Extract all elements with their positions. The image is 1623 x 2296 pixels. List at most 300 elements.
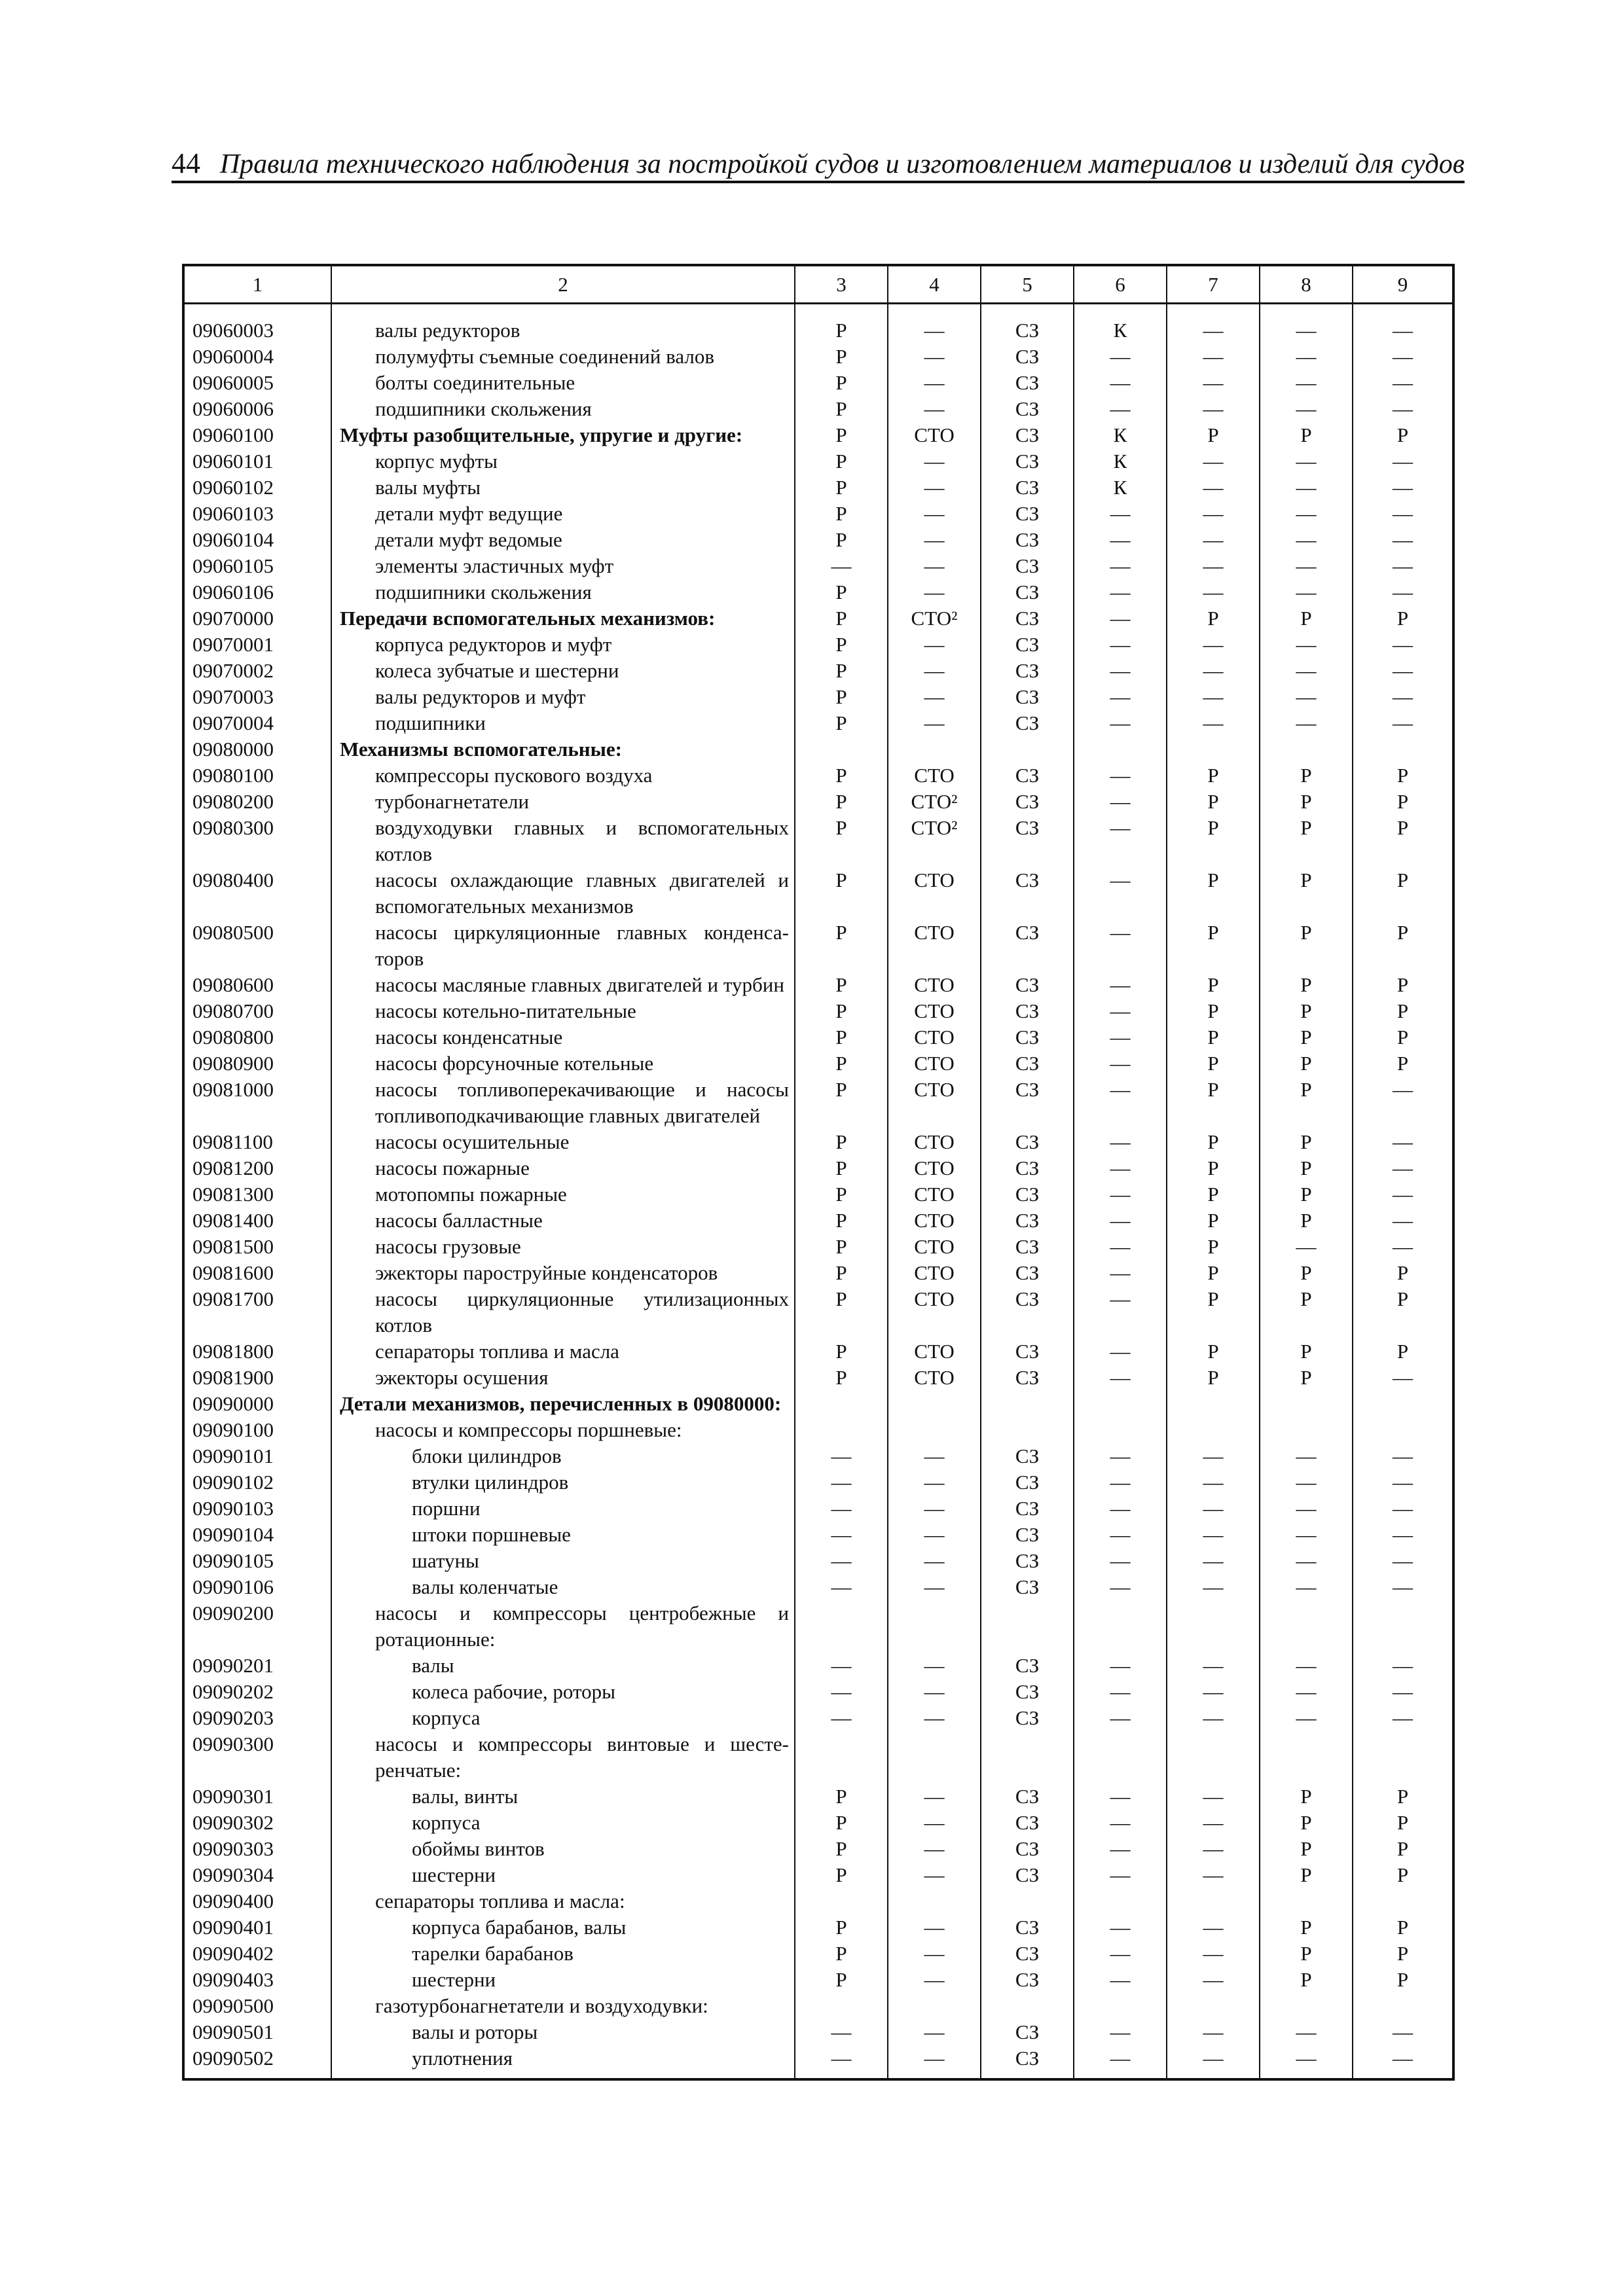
table-row [183,1077,1453,1129]
table-row [183,1208,1453,1234]
item-code: 09090202 [183,1679,331,1705]
value-col-3: Р [795,1181,888,1208]
value-col-7: Р [1167,998,1260,1024]
item-name-cell [331,1365,795,1391]
value-col-7: Р [1167,1260,1260,1286]
value-col-3: Р [795,448,888,475]
value-col-6: К [1074,448,1167,475]
item-name: болты соединительные [375,371,575,394]
value-col-3 [795,1993,888,2019]
value-col-3: Р [795,1338,888,1365]
value-col-6: — [1074,1810,1167,1836]
value-col-6: — [1074,684,1167,710]
item-name-cell [331,605,795,632]
item-code: 09080600 [183,972,331,998]
value-col-9: — [1353,632,1453,658]
value-col-6: — [1074,1967,1167,1993]
value-col-5: СЗ [981,1914,1074,1941]
value-col-8: Р [1260,1260,1353,1286]
value-col-7: Р [1167,762,1260,789]
value-col-3 [795,1391,888,1417]
value-col-7: — [1167,579,1260,605]
value-col-5: СЗ [981,1941,1074,1967]
item-code: 09080200 [183,789,331,815]
item-name: насосы топливоперекачивающие и насосы топливоподкачивающие главных двигателей [375,1078,789,1127]
value-col-3: Р [795,605,888,632]
item-code: 09080800 [183,1024,331,1050]
spacer-cell [1260,2072,1353,2079]
value-col-6: — [1074,1705,1167,1731]
value-col-9: — [1353,579,1453,605]
value-col-8: Р [1260,605,1353,632]
item-name-cell [331,1417,795,1443]
value-col-4: — [888,553,981,579]
value-col-9: Р [1353,920,1453,972]
value-col-6: — [1074,344,1167,370]
value-col-3: — [795,2045,888,2072]
value-col-4: — [888,1914,981,1941]
value-col-6: — [1074,1522,1167,1548]
value-col-5: СЗ [981,920,1074,972]
value-col-6: — [1074,1679,1167,1705]
value-col-3 [795,1731,888,1784]
item-name: валы редукторов и муфт [375,685,586,708]
item-name-cell [331,762,795,789]
table-row [183,1993,1453,2019]
item-name-cell [331,1600,795,1653]
item-code: 09090501 [183,2019,331,2045]
value-col-7: Р [1167,972,1260,998]
table-row [183,867,1453,920]
item-name: подшипники [375,711,486,734]
value-col-3: — [795,1522,888,1548]
value-col-5: СЗ [981,972,1074,998]
value-col-6: — [1074,867,1167,920]
value-col-4: — [888,1469,981,1496]
item-name: штоки поршневые [412,1523,571,1546]
value-col-8 [1260,736,1353,762]
table-row [183,1941,1453,1967]
item-code: 09081300 [183,1181,331,1208]
item-code: 09081500 [183,1234,331,1260]
value-col-9 [1353,1600,1453,1653]
value-col-8: Р [1260,998,1353,1024]
item-code: 09081400 [183,1208,331,1234]
value-col-3: Р [795,1836,888,1862]
table-row [183,317,1453,344]
value-col-4 [888,1888,981,1914]
value-col-4: СТО [888,1365,981,1391]
value-col-3: Р [795,867,888,920]
spacer-cell [795,2072,888,2079]
value-col-4: СТО [888,920,981,972]
item-name-cell [331,1234,795,1260]
item-name-cell [331,789,795,815]
item-name-cell [331,1836,795,1862]
item-name-cell [331,1496,795,1522]
value-col-9: — [1353,1443,1453,1469]
table-row [183,344,1453,370]
value-col-9: Р [1353,789,1453,815]
value-col-5: СЗ [981,1050,1074,1077]
value-col-8: Р [1260,867,1353,920]
item-code: 09081700 [183,1286,331,1338]
value-col-3: Р [795,1050,888,1077]
value-col-8: — [1260,1469,1353,1496]
value-col-8: Р [1260,1967,1353,1993]
item-name-cell [331,1679,795,1705]
value-col-6: — [1074,2019,1167,2045]
value-col-6 [1074,1391,1167,1417]
value-col-3: Р [795,344,888,370]
value-col-9: — [1353,553,1453,579]
item-code: 09080500 [183,920,331,972]
value-col-8 [1260,1391,1353,1417]
value-col-9: — [1353,475,1453,501]
value-col-6: — [1074,1836,1167,1862]
value-col-8: — [1260,370,1353,396]
item-name: насосы охлаждающие главных двигателей и вспомогательных механизмов [375,869,789,918]
table-row [183,475,1453,501]
value-col-5 [981,1391,1074,1417]
item-name: втулки цилиндров [412,1471,569,1494]
item-code: 09090302 [183,1810,331,1836]
value-col-6: — [1074,1653,1167,1679]
value-col-7: Р [1167,1077,1260,1129]
value-col-5 [981,1993,1074,2019]
table-row [183,1365,1453,1391]
value-col-7: — [1167,1548,1260,1574]
value-col-3: Р [795,475,888,501]
value-col-5: СЗ [981,684,1074,710]
table-row [183,2045,1453,2072]
value-col-8: Р [1260,789,1353,815]
value-col-9: — [1353,1705,1453,1731]
item-name-cell [331,1784,795,1810]
item-name: валы и роторы [412,2020,538,2043]
value-col-6: — [1074,1365,1167,1391]
table-row [183,1469,1453,1496]
value-col-5: СЗ [981,1469,1074,1496]
table-row [183,1260,1453,1286]
value-col-3 [795,1600,888,1653]
item-code: 09090103 [183,1496,331,1522]
value-col-8 [1260,1993,1353,2019]
value-col-6: — [1074,370,1167,396]
value-col-6: — [1074,815,1167,867]
value-col-4: — [888,710,981,736]
value-col-4: — [888,527,981,553]
table-row [183,736,1453,762]
value-col-5: СЗ [981,710,1074,736]
spacer-cell [1260,304,1353,318]
item-code: 09060102 [183,475,331,501]
item-name: корпуса [412,1706,481,1729]
item-name: мотопомпы пожарные [375,1183,567,1206]
item-code: 09090101 [183,1443,331,1469]
item-name-cell [331,1024,795,1050]
item-name: Передачи вспомогательных механизмов: [340,607,716,630]
item-name-cell [331,658,795,684]
value-col-6: — [1074,1024,1167,1050]
value-col-6 [1074,1888,1167,1914]
table-row [183,1574,1453,1600]
value-col-7: — [1167,1784,1260,1810]
value-col-6: — [1074,605,1167,632]
value-col-4: СТО² [888,815,981,867]
value-col-9: — [1353,1181,1453,1208]
value-col-6: — [1074,1548,1167,1574]
item-name: валы [412,1654,454,1677]
value-col-6 [1074,736,1167,762]
value-col-9: Р [1353,867,1453,920]
table-row [183,1050,1453,1077]
value-col-7: Р [1167,1365,1260,1391]
value-col-5: СЗ [981,1024,1074,1050]
value-col-4: СТО [888,998,981,1024]
value-col-5: СЗ [981,815,1074,867]
table-row [183,1024,1453,1050]
value-col-6: — [1074,1469,1167,1496]
value-col-5: СЗ [981,2045,1074,2072]
item-code: 09090400 [183,1888,331,1914]
value-col-5: СЗ [981,1496,1074,1522]
table-row [183,2019,1453,2045]
col-header-6: 6 [1074,265,1167,304]
item-name-cell [331,632,795,658]
value-col-8 [1260,1600,1353,1653]
value-col-7: Р [1167,1234,1260,1260]
value-col-8: Р [1260,1077,1353,1129]
item-code: 09090105 [183,1548,331,1574]
table-row [183,1810,1453,1836]
value-col-7 [1167,1600,1260,1653]
value-col-3: Р [795,527,888,553]
item-name: блоки цилиндров [412,1444,562,1467]
value-col-3 [795,1417,888,1443]
value-col-9: — [1353,1679,1453,1705]
value-col-7: Р [1167,1050,1260,1077]
value-col-5 [981,736,1074,762]
item-name: уплотнения [412,2047,513,2070]
value-col-9: — [1353,396,1453,422]
table-row [183,1600,1453,1653]
value-col-8: Р [1260,762,1353,789]
item-code: 09090102 [183,1469,331,1496]
item-name: насосы грузовые [375,1235,521,1258]
value-col-4: СТО [888,1050,981,1077]
value-col-8: Р [1260,422,1353,448]
value-col-5: СЗ [981,1836,1074,1862]
item-code: 09090303 [183,1836,331,1862]
value-col-8: — [1260,1705,1353,1731]
value-col-9: Р [1353,1784,1453,1810]
value-col-6: — [1074,1286,1167,1338]
item-code: 09060101 [183,448,331,475]
col-header-4: 4 [888,265,981,304]
value-col-3: Р [795,1286,888,1338]
item-code: 09090000 [183,1391,331,1417]
value-col-4: СТО [888,1260,981,1286]
value-col-3: Р [795,1914,888,1941]
table-row [183,1836,1453,1862]
value-col-9 [1353,736,1453,762]
item-name: насосы масляные главных двигателей и турбин [375,973,784,996]
value-col-4: СТО [888,1155,981,1181]
value-col-7: — [1167,1522,1260,1548]
item-code: 09080300 [183,815,331,867]
value-col-6: — [1074,1941,1167,1967]
col-header-7: 7 [1167,265,1260,304]
value-col-4 [888,1417,981,1443]
item-name: колеса рабочие, роторы [412,1680,615,1703]
header-row [183,265,1453,304]
item-code: 09060103 [183,501,331,527]
item-name-cell [331,448,795,475]
table-row [183,789,1453,815]
item-name: поршни [412,1497,481,1520]
value-col-9: — [1353,317,1453,344]
item-name-cell [331,736,795,762]
value-col-5: СЗ [981,2019,1074,2045]
item-name-cell [331,867,795,920]
table-row [183,1653,1453,1679]
item-name: шестерни [412,1863,496,1886]
value-col-4: СТО [888,1234,981,1260]
value-col-5: СЗ [981,867,1074,920]
value-col-7: — [1167,448,1260,475]
value-col-4 [888,1731,981,1784]
register-table [182,264,1455,2081]
value-col-3: Р [795,1234,888,1260]
item-name-cell [331,579,795,605]
col-header-9: 9 [1353,265,1453,304]
value-col-3: Р [795,1077,888,1129]
end-spacer-row [183,2072,1453,2079]
value-col-7: — [1167,501,1260,527]
item-code: 09081000 [183,1077,331,1129]
value-col-9: Р [1353,1836,1453,1862]
col-header-1: 1 [183,265,331,304]
value-col-4: — [888,1784,981,1810]
spacer-cell [1074,304,1167,318]
value-col-4: — [888,684,981,710]
value-col-8 [1260,1417,1353,1443]
value-col-6: — [1074,1050,1167,1077]
value-col-7: — [1167,1705,1260,1731]
table-row [183,1496,1453,1522]
item-name: корпуса барабанов, валы [412,1916,627,1939]
value-col-7: — [1167,1967,1260,1993]
table-row [183,1391,1453,1417]
item-code: 09081200 [183,1155,331,1181]
value-col-6: — [1074,396,1167,422]
item-name: насосы и компрессоры центробежные и ротационные: [375,1602,789,1651]
value-col-5: СЗ [981,1705,1074,1731]
value-col-8: — [1260,475,1353,501]
value-col-5: СЗ [981,1181,1074,1208]
value-col-3: — [795,1705,888,1731]
value-col-9: Р [1353,998,1453,1024]
value-col-7: — [1167,1443,1260,1469]
value-col-5: СЗ [981,1208,1074,1234]
value-col-4: — [888,2045,981,2072]
value-col-6: — [1074,2045,1167,2072]
value-col-3: — [795,1548,888,1574]
col-header-8: 8 [1260,265,1353,304]
item-name-cell [331,710,795,736]
value-col-7: — [1167,1862,1260,1888]
table-row [183,1967,1453,1993]
item-name-cell [331,1155,795,1181]
value-col-9: Р [1353,762,1453,789]
value-col-4: — [888,317,981,344]
value-col-7 [1167,1391,1260,1417]
item-code: 09090403 [183,1967,331,1993]
value-col-5: СЗ [981,1862,1074,1888]
running-title: Правила технического наблюдения за постройкой судов и изготовлением материалов и изделий для судов [219,149,1465,179]
value-col-6: — [1074,1234,1167,1260]
value-col-3: Р [795,920,888,972]
value-col-7: — [1167,1810,1260,1836]
value-col-7: Р [1167,867,1260,920]
value-col-3: Р [795,1810,888,1836]
value-col-5 [981,1600,1074,1653]
value-col-3: Р [795,710,888,736]
item-code: 09070003 [183,684,331,710]
item-name-cell [331,1888,795,1914]
value-col-9: Р [1353,1914,1453,1941]
item-name-cell [331,475,795,501]
item-name: колеса зубчатые и шестерни [375,659,619,682]
table-row [183,422,1453,448]
item-name: валы, винты [412,1785,519,1808]
value-col-4: — [888,1836,981,1862]
item-name-cell [331,684,795,710]
item-name-cell [331,1548,795,1574]
value-col-6 [1074,1417,1167,1443]
value-col-8: — [1260,2019,1353,2045]
item-name: корпуса редукторов и муфт [375,633,612,656]
value-col-4: СТО [888,762,981,789]
value-col-9: — [1353,658,1453,684]
col-header-5: 5 [981,265,1074,304]
value-col-7: — [1167,1941,1260,1967]
item-name: детали муфт ведущие [375,502,563,525]
value-col-5: СЗ [981,1234,1074,1260]
table-row [183,501,1453,527]
value-col-8: — [1260,553,1353,579]
value-col-9: Р [1353,422,1453,448]
value-col-7: — [1167,1496,1260,1522]
spacer-cell [1074,2072,1167,2079]
value-col-8: — [1260,527,1353,553]
value-col-5: СЗ [981,1810,1074,1836]
value-col-9: — [1353,684,1453,710]
value-col-6: — [1074,579,1167,605]
value-col-6: — [1074,1574,1167,1600]
value-col-3: Р [795,1784,888,1810]
value-col-8: Р [1260,1810,1353,1836]
value-col-8: — [1260,1522,1353,1548]
value-col-8: Р [1260,1914,1353,1941]
item-name-cell [331,1338,795,1365]
item-name-cell [331,1260,795,1286]
item-name: Механизмы вспомогательные: [340,738,622,761]
value-col-3: Р [795,1941,888,1967]
value-col-8: — [1260,448,1353,475]
item-name: эжекторы осушения [375,1366,549,1389]
